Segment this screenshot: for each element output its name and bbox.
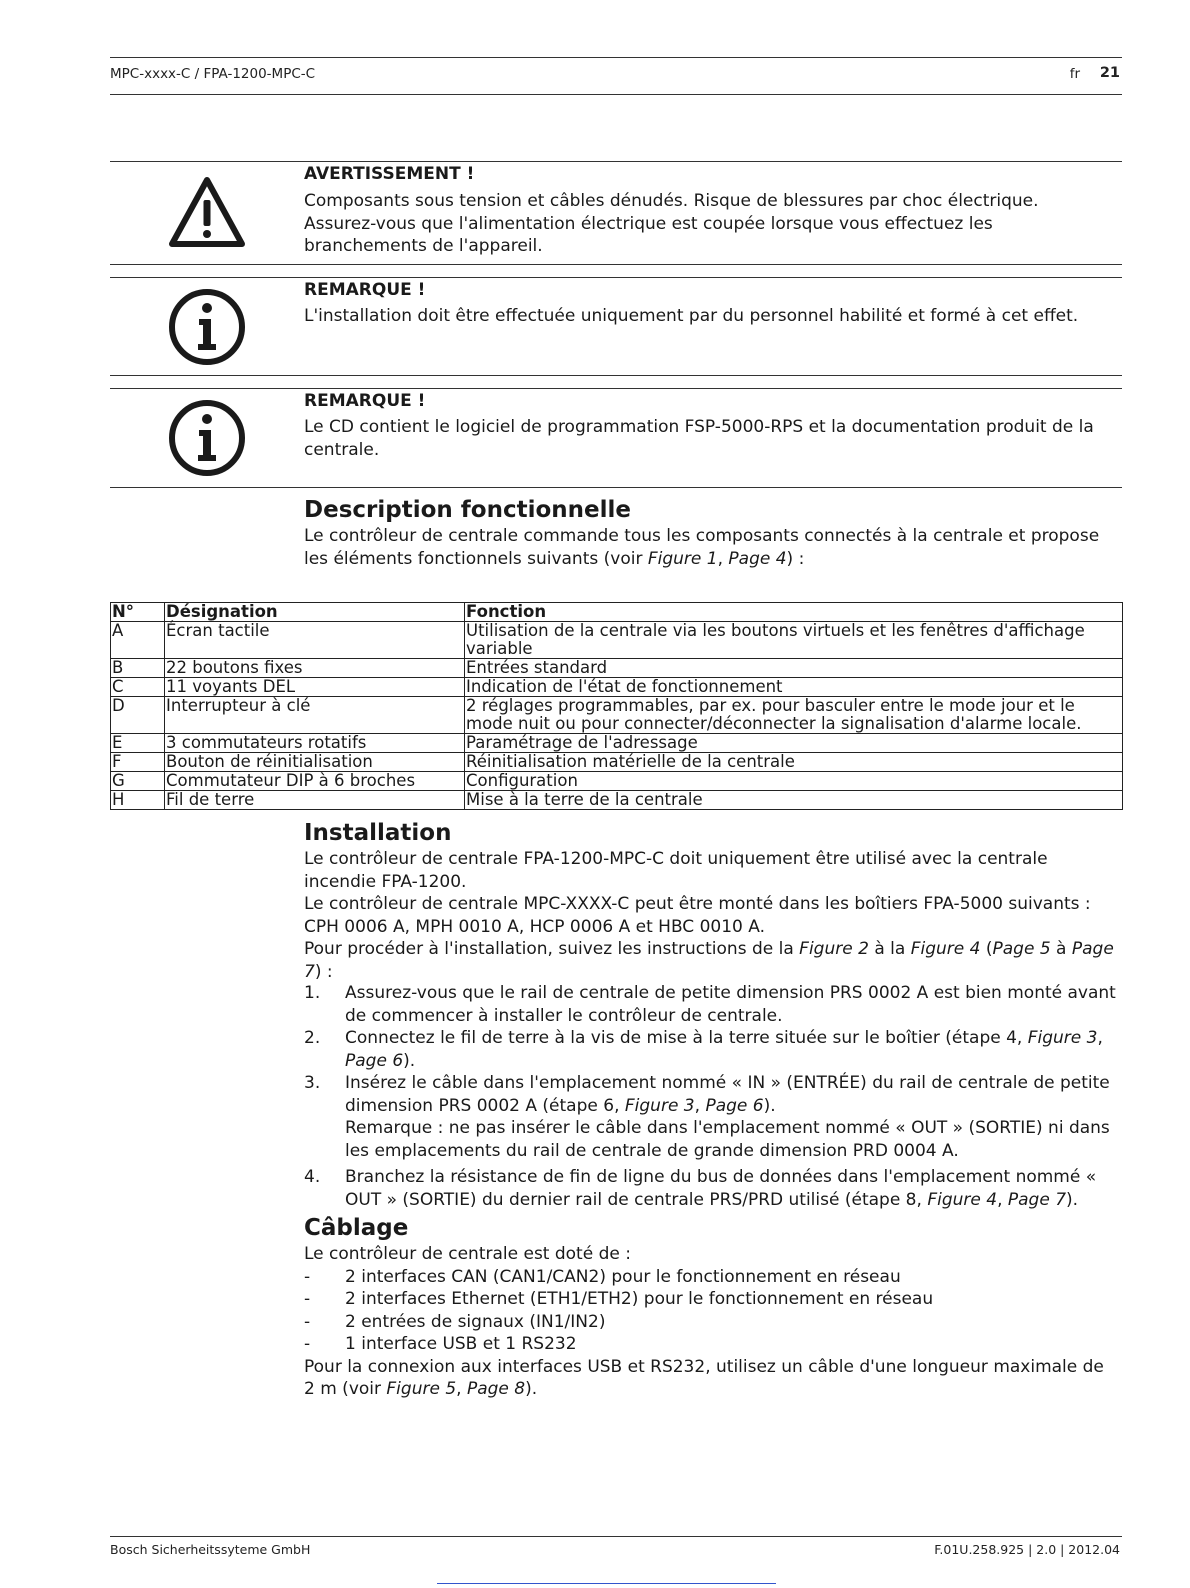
- list-item-text: 2 interfaces Ethernet (ETH1/ETH2) pour le fonctionnement en réseau: [345, 1289, 934, 1309]
- footer-company: Bosch Sicherheitssyteme GmbH: [110, 1542, 311, 1557]
- installation-paragraph: Le contrôleur de centrale MPC-XXXX-C peut être monté dans les boîtiers FPA-5000 suivants : CPH 0006 A, MPH 0010 A, HCP 0006 A et HBC 0010 A.: [304, 894, 1091, 937]
- header-language: fr: [1069, 66, 1080, 82]
- table-row: [111, 622, 1123, 659]
- column-header: Fonction: [465, 603, 1123, 622]
- remark-line: Le CD contient le logiciel de programmation FSP-5000-RPS et la documentation produit de la: [304, 417, 1094, 437]
- warning-line: Assurez-vous que l'alimentation électrique est coupée lorsque vous effectuez les: [304, 213, 993, 234]
- bullet: -: [304, 1289, 311, 1309]
- figure-reference: Figure 5: [386, 1379, 457, 1399]
- page-reference: Page 6: [345, 1050, 404, 1071]
- installation-paragraph: [304, 938, 1119, 983]
- step-text: Assurez-vous que le rail de centrale de petite dimension PRS 0002 A est bien monté avant de commencer à installer le contrôleur de centrale.: [345, 983, 1116, 1026]
- table-cell: F: [111, 753, 165, 772]
- header-page-number: 21: [1099, 65, 1120, 81]
- text-run: ) :: [786, 548, 805, 569]
- table-row: [111, 734, 1123, 753]
- bullet: -: [304, 1311, 311, 1332]
- list-item-text: 1 interface USB et 1 RS232: [345, 1334, 577, 1354]
- table-cell: Interrupteur à clé: [165, 697, 465, 734]
- text-run: Pour procéder à l'installation, suivez les instructions de la: [304, 939, 800, 959]
- table-row: [111, 697, 1123, 734]
- table-cell: 3 commutateurs rotatifs: [165, 734, 465, 753]
- table-cell: E: [111, 734, 165, 753]
- table-header-row: [111, 603, 1123, 622]
- table-cell: G: [111, 772, 165, 791]
- warning-title: AVERTISSEMENT !: [304, 164, 475, 184]
- cablage-section: [304, 1243, 1119, 1401]
- warning-line: branchements de l'appareil.: [304, 236, 543, 256]
- table-row: [111, 659, 1123, 678]
- table-cell: A: [111, 622, 165, 659]
- remark-title: REMARQUE !: [304, 391, 426, 411]
- step-number: 4.: [304, 1167, 321, 1187]
- text-run: ).: [525, 1379, 538, 1399]
- page-reference: Page 7: [304, 939, 1114, 982]
- table-cell: 11 voyants DEL: [165, 678, 465, 697]
- installation-steps: [304, 982, 1119, 1211]
- table-cell: C: [111, 678, 165, 697]
- warning-text: [304, 190, 1118, 258]
- text-run: Pour la connexion aux interfaces USB et RS232, utilisez un câble d'une longueur maximale de 2 m (voir: [304, 1356, 1104, 1399]
- remark-title: REMARQUE !: [304, 280, 426, 300]
- text-run: les éléments fonctionnels suivants (voir: [304, 548, 648, 569]
- table-cell: H: [111, 791, 165, 810]
- page-reference: Page 5: [992, 939, 1051, 959]
- table-cell: Utilisation de la centrale via les boutons virtuels et les fenêtres d'affichage variable: [465, 622, 1123, 659]
- table-cell: Paramétrage de l'adressage: [465, 734, 1123, 753]
- remark-line: centrale.: [304, 439, 380, 460]
- installation-paragraphs: [304, 848, 1119, 983]
- table-cell: Entrées standard: [465, 659, 1123, 678]
- table-cell: D: [111, 697, 165, 734]
- text-run: ).: [403, 1050, 416, 1071]
- figure-reference: Figure 1: [647, 548, 718, 569]
- section-heading-installation: Installation: [304, 820, 452, 846]
- step-text: Branchez la résistance de fin de ligne du bus de données dans l'emplacement nommé « OUT » (SORTIE) du dernier rail de centrale PRS/PRD utilisé (étape 8,: [345, 1167, 1097, 1210]
- installation-paragraph: Le contrôleur de centrale FPA-1200-MPC-C doit uniquement être utilisé avec la centrale incendie FPA-1200.: [304, 849, 1048, 892]
- table-cell: Bouton de réinitialisation: [165, 753, 465, 772]
- bullet: -: [304, 1334, 311, 1354]
- text-run: ).: [1066, 1189, 1079, 1210]
- step-text: Connectez le fil de terre à la vis de mise à la terre située sur le boîtier (étape 4,: [345, 1028, 1028, 1048]
- remark-notice-installation: [110, 277, 1122, 376]
- column-header: N°: [111, 603, 165, 622]
- table-cell: 2 réglages programmables, par ex. pour basculer entre le mode jour et le mode nuit ou pour connecter/déconnecter la signalisation d'alarme locale.: [465, 697, 1123, 734]
- cablage-intro: Le contrôleur de centrale est doté de :: [304, 1244, 631, 1264]
- table-cell: Indication de l'état de fonctionnement: [465, 678, 1123, 697]
- figure-reference: Figure 3: [624, 1095, 695, 1116]
- table-cell: Mise à la terre de la centrale: [465, 791, 1123, 810]
- text-run: à la: [868, 939, 911, 959]
- column-header: Désignation: [165, 603, 465, 622]
- function-table: [110, 602, 1123, 810]
- figure-reference: Figure 4: [927, 1189, 998, 1210]
- text-run: ,: [997, 1189, 1008, 1210]
- step-number: 3.: [304, 1073, 321, 1093]
- list-item: [304, 1072, 1119, 1162]
- list-item: [304, 1311, 1119, 1334]
- text-run: ,: [1097, 1028, 1103, 1048]
- remark-text: [304, 305, 1118, 328]
- step-note: Remarque : ne pas insérer le câble dans l'emplacement nommé « OUT » (SORTIE) ni dans les emplacements du rail de centrale de grande dimension PRD 0004 A.: [345, 1118, 1110, 1161]
- description-line: [304, 548, 1119, 571]
- text-run: ).: [763, 1095, 776, 1116]
- page-reference: Page 8: [466, 1379, 526, 1399]
- step-number: 1.: [304, 983, 321, 1003]
- list-item: [304, 1166, 1119, 1211]
- page-footer: [110, 1536, 1122, 1557]
- remark-notice-cd: [110, 388, 1122, 488]
- page-reference: Page 6: [705, 1095, 764, 1116]
- table-row: [111, 678, 1123, 697]
- text-run: ,: [694, 1095, 706, 1116]
- cablage-paragraph: [304, 1356, 1119, 1401]
- section-heading-cablage: Câblage: [304, 1215, 409, 1241]
- footer-doc-ref: F.01U.258.925 | 2.0 | 2012.04: [934, 1542, 1120, 1557]
- table-cell: Réinitialisation matérielle de la centrale: [465, 753, 1123, 772]
- table-cell: Fil de terre: [165, 791, 465, 810]
- text-run: ) :: [314, 961, 333, 982]
- warning-notice: [110, 161, 1122, 265]
- list-item-text: 2 interfaces CAN (CAN1/CAN2) pour le fonctionnement en réseau: [345, 1266, 901, 1287]
- description-line: Le contrôleur de centrale commande tous les composants connectés à la centrale et propose: [304, 526, 1100, 546]
- table-cell: Écran tactile: [165, 622, 465, 659]
- header-doc-title: MPC-xxxx-C / FPA-1200-MPC-C: [110, 66, 316, 82]
- page-reference: Page 7: [1007, 1189, 1067, 1210]
- page-reference: Page 4: [728, 548, 787, 569]
- table-cell: Commutateur DIP à 6 broches: [165, 772, 465, 791]
- bullet: -: [304, 1266, 311, 1287]
- description-paragraph: [304, 525, 1119, 570]
- table-row: [111, 772, 1123, 791]
- figure-reference: Figure 3: [1027, 1028, 1098, 1048]
- figure-reference: Figure 2: [799, 939, 869, 959]
- section-heading-description: Description fonctionnelle: [304, 497, 631, 523]
- list-item-text: 2 entrées de signaux (IN1/IN2): [345, 1311, 606, 1332]
- figure-reference: Figure 4: [910, 939, 981, 959]
- remark-line: L'installation doit être effectuée uniquement par du personnel habilité et formé à cet effet.: [304, 306, 1079, 326]
- table-row: [111, 791, 1123, 810]
- step-text: Insérez le câble dans l'emplacement nommé « IN » (ENTRÉE) du rail de centrale de petite dimension PRS 0002 A (étape 6,: [345, 1073, 1110, 1116]
- info-icon: [166, 286, 248, 368]
- warning-triangle-icon: [166, 172, 248, 254]
- text-run: (: [980, 939, 993, 959]
- text-run: ,: [456, 1379, 467, 1399]
- list-item: [304, 982, 1119, 1027]
- step-number: 2.: [304, 1028, 321, 1048]
- text-run: ,: [717, 548, 729, 569]
- info-icon: [166, 397, 248, 479]
- page-header: [110, 57, 1122, 95]
- remark-text: [304, 416, 1118, 461]
- text-run: à: [1050, 939, 1072, 959]
- table-cell: B: [111, 659, 165, 678]
- list-item: [304, 1333, 1119, 1356]
- warning-line: Composants sous tension et câbles dénudés. Risque de blessures par choc électrique.: [304, 191, 1039, 211]
- list-item: [304, 1027, 1119, 1072]
- bottom-link-line: [437, 1583, 776, 1584]
- table-cell: 22 boutons fixes: [165, 659, 465, 678]
- table-cell: Configuration: [465, 772, 1123, 791]
- list-item: [304, 1288, 1119, 1311]
- list-item: [304, 1266, 1119, 1289]
- table-row: [111, 753, 1123, 772]
